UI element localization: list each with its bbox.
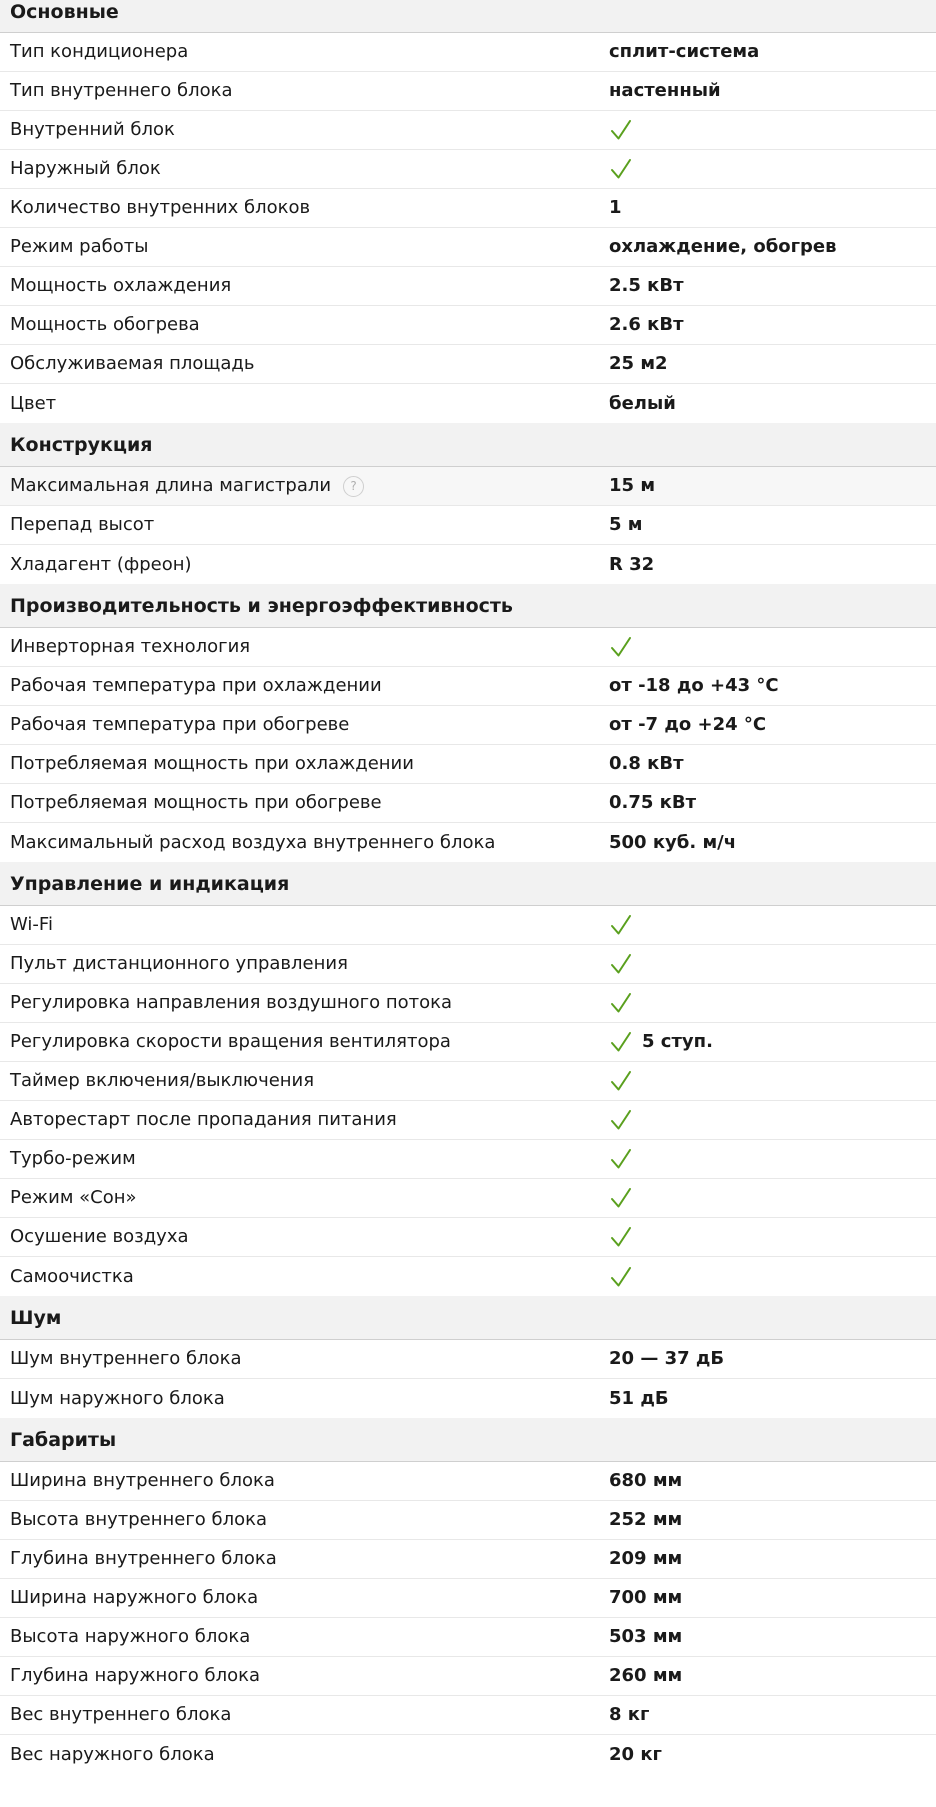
spec-row [0, 628, 936, 667]
spec-row [0, 228, 936, 267]
spec-value [609, 33, 936, 71]
spec-value [609, 1579, 936, 1617]
spec-label [0, 945, 609, 983]
spec-value [609, 1462, 936, 1500]
spec-label [0, 628, 609, 666]
spec-row [0, 1540, 936, 1579]
section-title: Конструкция [0, 423, 936, 467]
spec-label [0, 1462, 609, 1500]
spec-label-text: Мощность обогрева [10, 314, 200, 335]
spec-value [609, 945, 936, 983]
spec-label-text: Внутренний блок [10, 119, 175, 140]
spec-value [609, 784, 936, 822]
spec-label [0, 706, 609, 744]
spec-label-text: Глубина внутреннего блока [10, 1548, 277, 1569]
spec-value-text: охлаждение, обогрев [609, 236, 837, 257]
spec-label-text: Максимальный расход воздуха внутреннего блока [10, 831, 496, 853]
spec-value-text: 0.75 кВт [609, 792, 697, 813]
spec-row [0, 1501, 936, 1540]
spec-value [609, 1696, 936, 1734]
spec-value [609, 1218, 936, 1256]
checkmark-icon [610, 1225, 632, 1249]
spec-value-text: 252 мм [609, 1509, 683, 1530]
spec-label-text: Цвет [10, 392, 57, 414]
spec-value-text: 503 мм [609, 1626, 683, 1647]
spec-value [609, 628, 936, 666]
spec-value [609, 1179, 936, 1217]
spec-value [609, 1340, 936, 1378]
spec-section [0, 423, 936, 584]
spec-row [0, 1340, 936, 1379]
spec-label [0, 111, 609, 149]
spec-row [0, 72, 936, 111]
spec-label [0, 1101, 609, 1139]
spec-label-text: Регулировка скорости вращения вентилятора [10, 1031, 451, 1052]
spec-label-text: Осушение воздуха [10, 1226, 189, 1247]
spec-label [0, 1501, 609, 1539]
spec-row [0, 1657, 936, 1696]
spec-value [609, 706, 936, 744]
spec-value-text: 700 мм [609, 1587, 683, 1608]
spec-value-text: 25 м2 [609, 353, 668, 374]
spec-label-text: Инверторная технология [10, 636, 251, 657]
section-title: Управление и индикация [0, 862, 936, 906]
spec-label [0, 150, 609, 188]
spec-row [0, 745, 936, 784]
spec-row [0, 267, 936, 306]
spec-value [609, 189, 936, 227]
spec-value-text: настенный [609, 80, 721, 101]
spec-label-text: Турбо-режим [10, 1148, 136, 1169]
spec-value-text: сплит-система [609, 41, 760, 62]
spec-label-text: Режим работы [10, 236, 149, 257]
spec-value [609, 1657, 936, 1695]
section-title: Производительность и энергоэффективность [0, 584, 936, 628]
spec-label [0, 545, 609, 584]
spec-label [0, 267, 609, 305]
spec-section [0, 584, 936, 862]
spec-value-text: 15 м [609, 475, 656, 496]
spec-label-text: Глубина наружного блока [10, 1665, 261, 1686]
checkmark-icon [610, 1108, 632, 1132]
spec-value-text: 1 [609, 197, 622, 218]
spec-label-text: Пульт дистанционного управления [10, 953, 348, 974]
checkmark-icon [610, 1030, 632, 1054]
spec-value [609, 667, 936, 705]
spec-row [0, 1062, 936, 1101]
spec-value-text: 500 куб. м/ч [609, 831, 737, 853]
spec-label [0, 1657, 609, 1695]
spec-section [0, 1296, 936, 1418]
spec-label [0, 984, 609, 1022]
spec-row [0, 1462, 936, 1501]
spec-value [609, 1062, 936, 1100]
spec-label [0, 745, 609, 783]
spec-value [609, 467, 936, 505]
spec-value-text: 8 кг [609, 1704, 650, 1725]
spec-label-text: Шум внутреннего блока [10, 1348, 242, 1369]
spec-value [609, 150, 936, 188]
spec-row [0, 1101, 936, 1140]
spec-row [0, 545, 936, 584]
spec-label-text: Максимальная длина магистрали [10, 475, 332, 496]
spec-row [0, 1140, 936, 1179]
spec-label-text: Тип кондиционера [10, 41, 189, 62]
spec-label [0, 667, 609, 705]
spec-value [609, 72, 936, 110]
spec-label [0, 1579, 609, 1617]
spec-value-text: 51 дБ [609, 1387, 669, 1409]
spec-row [0, 506, 936, 545]
spec-label-text: Вес наружного блока [10, 1743, 215, 1765]
spec-label [0, 345, 609, 383]
spec-value [609, 545, 936, 584]
spec-label [0, 1696, 609, 1734]
spec-row [0, 1179, 936, 1218]
spec-value [609, 1618, 936, 1656]
spec-value [609, 345, 936, 383]
spec-row [0, 189, 936, 228]
spec-label-text: Регулировка направления воздушного потока [10, 992, 453, 1013]
checkmark-icon [610, 1265, 632, 1289]
checkmark-icon [610, 913, 632, 937]
help-icon[interactable]: ? [343, 476, 364, 497]
spec-section [0, 1418, 936, 1774]
spec-value-text: 20 кг [609, 1743, 662, 1765]
spec-label [0, 1023, 609, 1061]
spec-value-text: белый [609, 392, 676, 414]
spec-value [609, 984, 936, 1022]
spec-label-text: Wi-Fi [10, 914, 53, 935]
spec-label-text: Режим «Сон» [10, 1187, 137, 1208]
spec-label [0, 306, 609, 344]
spec-label [0, 906, 609, 944]
spec-row [0, 945, 936, 984]
spec-label [0, 1379, 609, 1418]
spec-row [0, 111, 936, 150]
spec-row [0, 823, 936, 862]
spec-row [0, 1735, 936, 1774]
spec-label-text: Высота внутреннего блока [10, 1509, 268, 1530]
spec-label [0, 823, 609, 862]
spec-label [0, 1340, 609, 1378]
spec-label [0, 467, 609, 505]
spec-label-text: Потребляемая мощность при обогреве [10, 792, 382, 813]
section-title: Габариты [0, 1418, 936, 1462]
spec-value [609, 1101, 936, 1139]
spec-value-text: 5 м [609, 514, 643, 535]
spec-extra-value: 5 ступ. [642, 1031, 713, 1052]
spec-value [609, 1735, 936, 1774]
checkmark-icon [610, 952, 632, 976]
spec-row [0, 784, 936, 823]
spec-value-text: 680 мм [609, 1470, 683, 1491]
spec-value [609, 267, 936, 305]
spec-row [0, 1618, 936, 1657]
spec-value-text: 260 мм [609, 1665, 683, 1686]
spec-label [0, 1735, 609, 1774]
spec-label [0, 1140, 609, 1178]
spec-value [609, 1257, 936, 1296]
spec-value-text: от -18 до +43 °C [609, 675, 779, 696]
checkmark-icon [610, 635, 632, 659]
spec-label-text: Ширина внутреннего блока [10, 1470, 275, 1491]
spec-row [0, 345, 936, 384]
spec-value [609, 506, 936, 544]
spec-row [0, 467, 936, 506]
spec-label [0, 384, 609, 423]
spec-row [0, 1023, 936, 1062]
spec-label-text: Вес внутреннего блока [10, 1704, 232, 1725]
spec-row [0, 706, 936, 745]
spec-label [0, 1179, 609, 1217]
spec-row [0, 384, 936, 423]
spec-value [609, 1023, 936, 1061]
spec-value-text: R 32 [609, 553, 655, 575]
spec-label-text: Перепад высот [10, 514, 155, 535]
spec-row [0, 306, 936, 345]
checkmark-icon [610, 991, 632, 1015]
spec-label [0, 1618, 609, 1656]
spec-label [0, 1540, 609, 1578]
spec-row [0, 1257, 936, 1296]
spec-label-text: Потребляемая мощность при охлаждении [10, 753, 414, 774]
spec-label-text: Рабочая температура при охлаждении [10, 675, 382, 696]
spec-label-text: Обслуживаемая площадь [10, 353, 255, 374]
spec-row [0, 1379, 936, 1418]
spec-label [0, 506, 609, 544]
spec-row [0, 906, 936, 945]
spec-label [0, 1062, 609, 1100]
spec-value [609, 1501, 936, 1539]
spec-value [609, 745, 936, 783]
spec-row [0, 667, 936, 706]
spec-label [0, 72, 609, 110]
spec-label-text: Хладагент (фреон) [10, 553, 192, 575]
section-title: Основные [0, 0, 936, 33]
spec-label [0, 33, 609, 71]
spec-row [0, 1579, 936, 1618]
spec-row [0, 1696, 936, 1735]
spec-label [0, 784, 609, 822]
spec-label-text: Наружный блок [10, 158, 161, 179]
spec-section [0, 0, 936, 423]
section-title: Шум [0, 1296, 936, 1340]
spec-value [609, 384, 936, 423]
spec-value [609, 906, 936, 944]
spec-value [609, 1379, 936, 1418]
spec-value-text: 0.8 кВт [609, 753, 684, 774]
spec-label-text: Тип внутреннего блока [10, 80, 233, 101]
spec-row [0, 150, 936, 189]
spec-label-text: Высота наружного блока [10, 1626, 251, 1647]
spec-label-text: Рабочая температура при обогреве [10, 714, 350, 735]
checkmark-icon [610, 118, 632, 142]
spec-label [0, 1218, 609, 1256]
spec-label [0, 189, 609, 227]
spec-value [609, 111, 936, 149]
spec-section [0, 862, 936, 1296]
checkmark-icon [610, 157, 632, 181]
spec-label [0, 228, 609, 266]
spec-value-text: 2.6 кВт [609, 314, 684, 335]
spec-value [609, 823, 936, 862]
spec-value [609, 228, 936, 266]
spec-label-text: Шум наружного блока [10, 1387, 225, 1409]
spec-label-text: Мощность охлаждения [10, 275, 232, 296]
spec-value-text: от -7 до +24 °C [609, 714, 767, 735]
spec-row [0, 33, 936, 72]
spec-label-text: Самоочистка [10, 1265, 134, 1287]
spec-label-text: Количество внутренних блоков [10, 197, 311, 218]
spec-label [0, 1257, 609, 1296]
spec-row [0, 984, 936, 1023]
spec-value-text: 20 — 37 дБ [609, 1348, 725, 1369]
spec-value-text: 209 мм [609, 1548, 683, 1569]
checkmark-icon [610, 1147, 632, 1171]
spec-value [609, 1540, 936, 1578]
spec-value [609, 306, 936, 344]
spec-row [0, 1218, 936, 1257]
spec-label-text: Авторестарт после пропадания питания [10, 1109, 397, 1130]
spec-value-text: 2.5 кВт [609, 275, 684, 296]
spec-value [609, 1140, 936, 1178]
spec-label-text: Ширина наружного блока [10, 1587, 259, 1608]
checkmark-icon [610, 1069, 632, 1093]
checkmark-icon [610, 1186, 632, 1210]
spec-label-text: Таймер включения/выключения [10, 1070, 315, 1091]
